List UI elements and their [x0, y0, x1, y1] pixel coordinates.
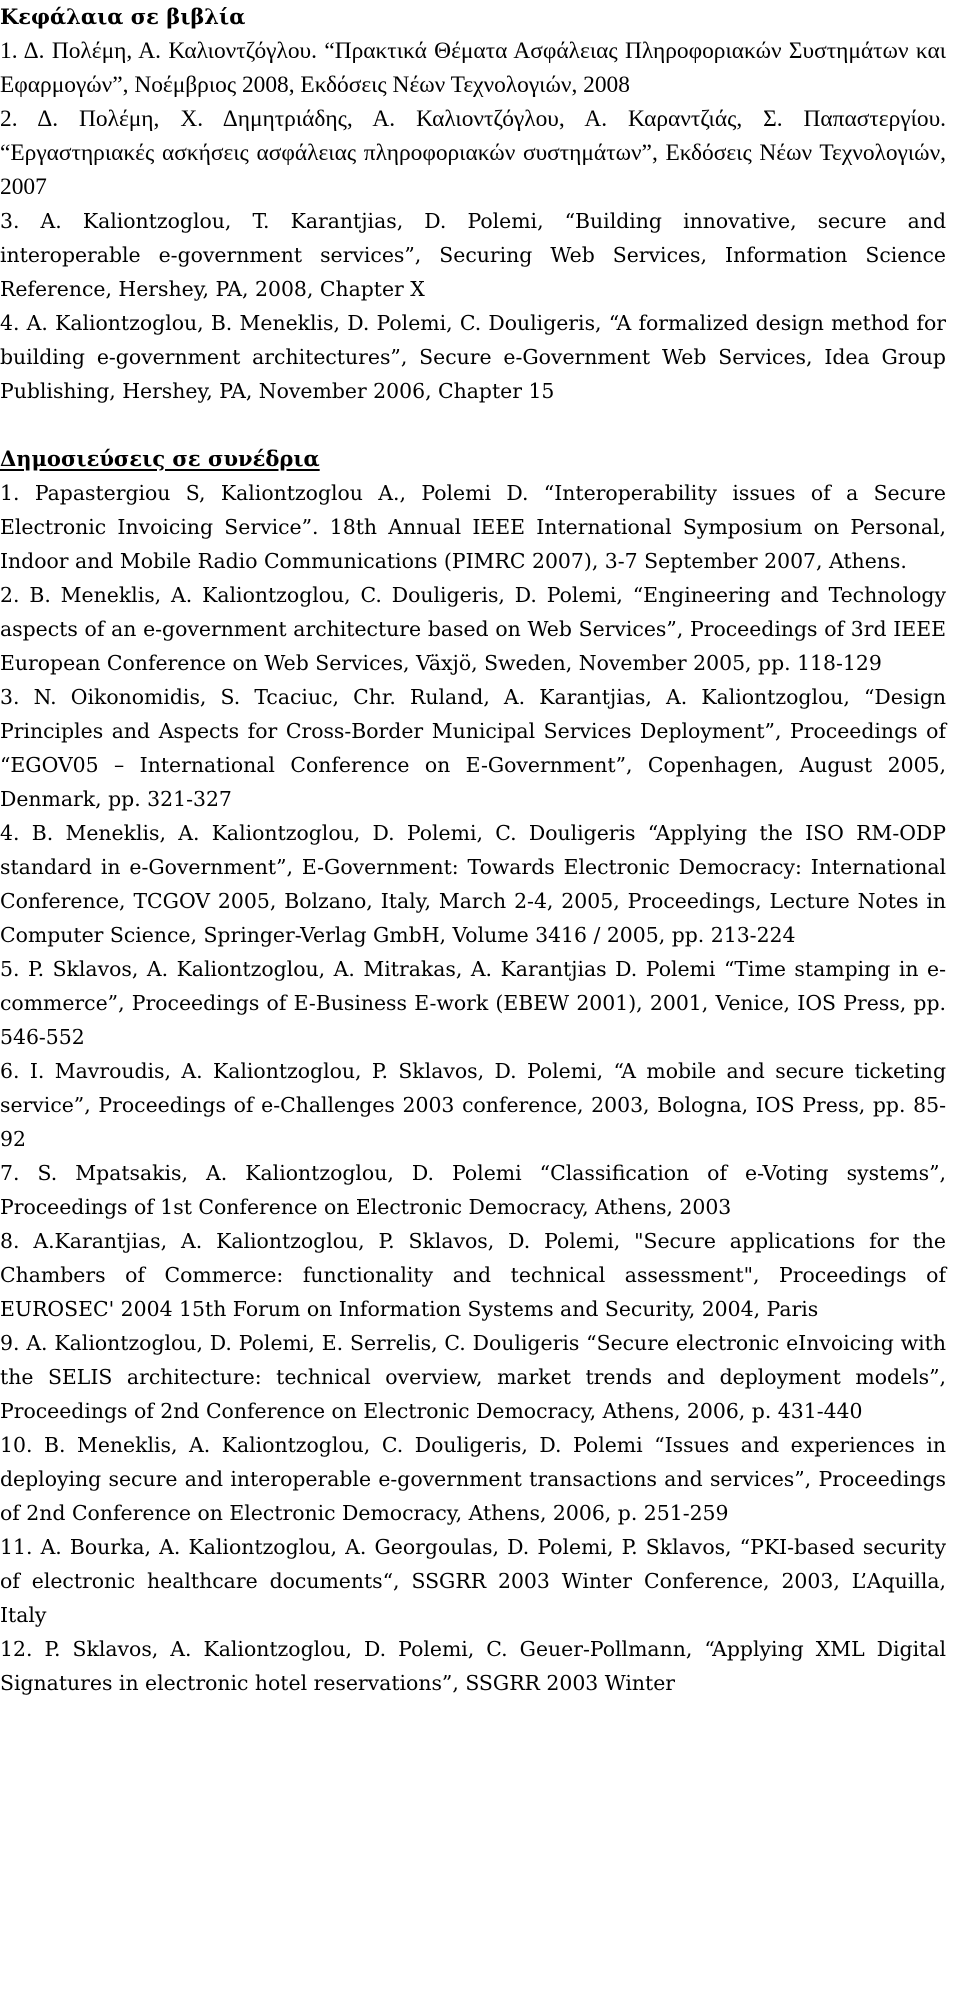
book-entry: 3. A. Kaliontzoglou, T. Karantjias, D. Polemi, “Building innovative, secure and interoperable e-government services”, Securing Web Services, Information Science Reference, Hershey, PA, 2008, Chapter X [0, 209, 946, 301]
book-entry: 2. Δ. Πολέμη, Χ. Δημητριάδης, Α. Καλιοντζόγλου, Α. Καραντζιάς, Σ. Παπαστεργίου. “Εργαστηριακές ασκήσεις ασφάλειας πληροφοριακών συστημάτων”, Εκδόσεις Νέων Τεχνολογιών, 2007 [0, 106, 946, 200]
conference-entry: 2. B. Meneklis, A. Kaliontzoglou, C. Douligeris, D. Polemi, “Engineering and Technology aspects of an e-government architecture based on Web Services”, Proceedings of 3rd IEEE European Conference on Web Services, Växjö, Sweden, November 2005, pp. 118-129 [0, 583, 946, 675]
conference-entry: 1. Papastergiou S, Kaliontzoglou A., Polemi D. “Interoperability issues of a Secure Electronic Invoicing Service”. 18th Annual IEEE International Symposium on Personal, Indoor and Mobile Radio Communications (PIMRC 2007), 3-7 September 2007, Athens. [0, 481, 946, 573]
conferences-heading: Δημοσιεύσεις σε συνέδρια [0, 446, 320, 471]
conference-entry: 10. B. Meneklis, A. Kaliontzoglou, C. Douligeris, D. Polemi “Issues and experiences in deploying secure and interoperable e-government transactions and services”, Proceedings of 2nd Conference on Electronic Democracy, Athens, 2006, p. 251-259 [0, 1433, 946, 1525]
conference-entry: 4. B. Meneklis, A. Kaliontzoglou, D. Polemi, C. Douligeris “Applying the ISO RM-ODP standard in e-Government”, E-Government: Towards Electronic Democracy: International Conference, TCGOV 2005, Bolzano, Italy, March 2-4, 2005, Proceedings, Lecture Notes in Computer Science, Springer-Verlag GmbH, Volume 3416 / 2005, pp. 213-224 [0, 821, 946, 947]
books-section [0, 0, 946, 408]
conferences-section [0, 442, 946, 1700]
books-heading: Κεφάλαια σε βιβλία [0, 4, 246, 29]
conference-entry: 12. P. Sklavos, A. Kaliontzoglou, D. Polemi, C. Geuer-Pollmann, “Applying XML Digital Signatures in electronic hotel reservations”, SSGRR 2003 Winter [0, 1637, 946, 1695]
book-entry: 1. Δ. Πολέμη, Α. Καλιοντζόγλου. “Πρακτικά Θέματα Ασφάλειας Πληροφοριακών Συστημάτων και Εφαρμογών”, Νοέμβριος 2008, Εκδόσεις Νέων Τεχνολογιών, 2008 [0, 38, 946, 98]
conference-entry: 6. I. Mavroudis, A. Kaliontzoglou, P. Sklavos, D. Polemi, “A mobile and secure ticketing service”, Proceedings of e-Challenges 2003 conference, 2003, Bologna, IOS Press, pp. 85-92 [0, 1059, 946, 1151]
conference-entry: 11. A. Bourka, A. Kaliontzoglou, A. Georgoulas, D. Polemi, P. Sklavos, “PKI-based security of electronic healthcare documents“, SSGRR 2003 Winter Conference, 2003, L’Aquilla, Italy [0, 1535, 946, 1627]
conference-entry: 5. P. Sklavos, A. Kaliontzoglou, A. Mitrakas, A. Karantjias D. Polemi “Time stamping in e-commerce”, Proceedings of E-Business E-work (EBEW 2001), 2001, Venice, IOS Press, pp. 546-552 [0, 957, 946, 1049]
section-spacer [0, 408, 946, 442]
conference-entry: 8. A.Karantjias, A. Kaliontzoglou, P. Sklavos, D. Polemi, "Secure applications for the Chambers of Commerce: functionality and technical assessment", Proceedings of EUROSEC' 2004 15th Forum on Information Systems and Security, 2004, Paris [0, 1229, 946, 1321]
book-entry: 4. A. Kaliontzoglou, B. Meneklis, D. Polemi, C. Douligeris, “A formalized design method for building e-government architectures”, Secure e-Government Web Services, Idea Group Publishing, Hershey, PA, November 2006, Chapter 15 [0, 311, 946, 403]
conference-entry: 7. S. Mpatsakis, A. Kaliontzoglou, D. Polemi “Classification of e-Voting systems”, Proceedings of 1st Conference on Electronic Democracy, Athens, 2003 [0, 1161, 946, 1219]
conference-entry: 3. N. Oikonomidis, S. Tcaciuc, Chr. Ruland, A. Karantjias, A. Kaliontzoglou, “Design Principles and Aspects for Cross-Border Municipal Services Deployment”, Proceedings of “EGOV05 – International Conference on E-Government”, Copenhagen, August 2005, Denmark, pp. 321-327 [0, 685, 946, 811]
conference-entry: 9. A. Kaliontzoglou, D. Polemi, E. Serrelis, C. Douligeris “Secure electronic eInvoicing with the SELIS architecture: technical overview, market trends and deployment models”, Proceedings of 2nd Conference on Electronic Democracy, Athens, 2006, p. 431-440 [0, 1331, 946, 1423]
